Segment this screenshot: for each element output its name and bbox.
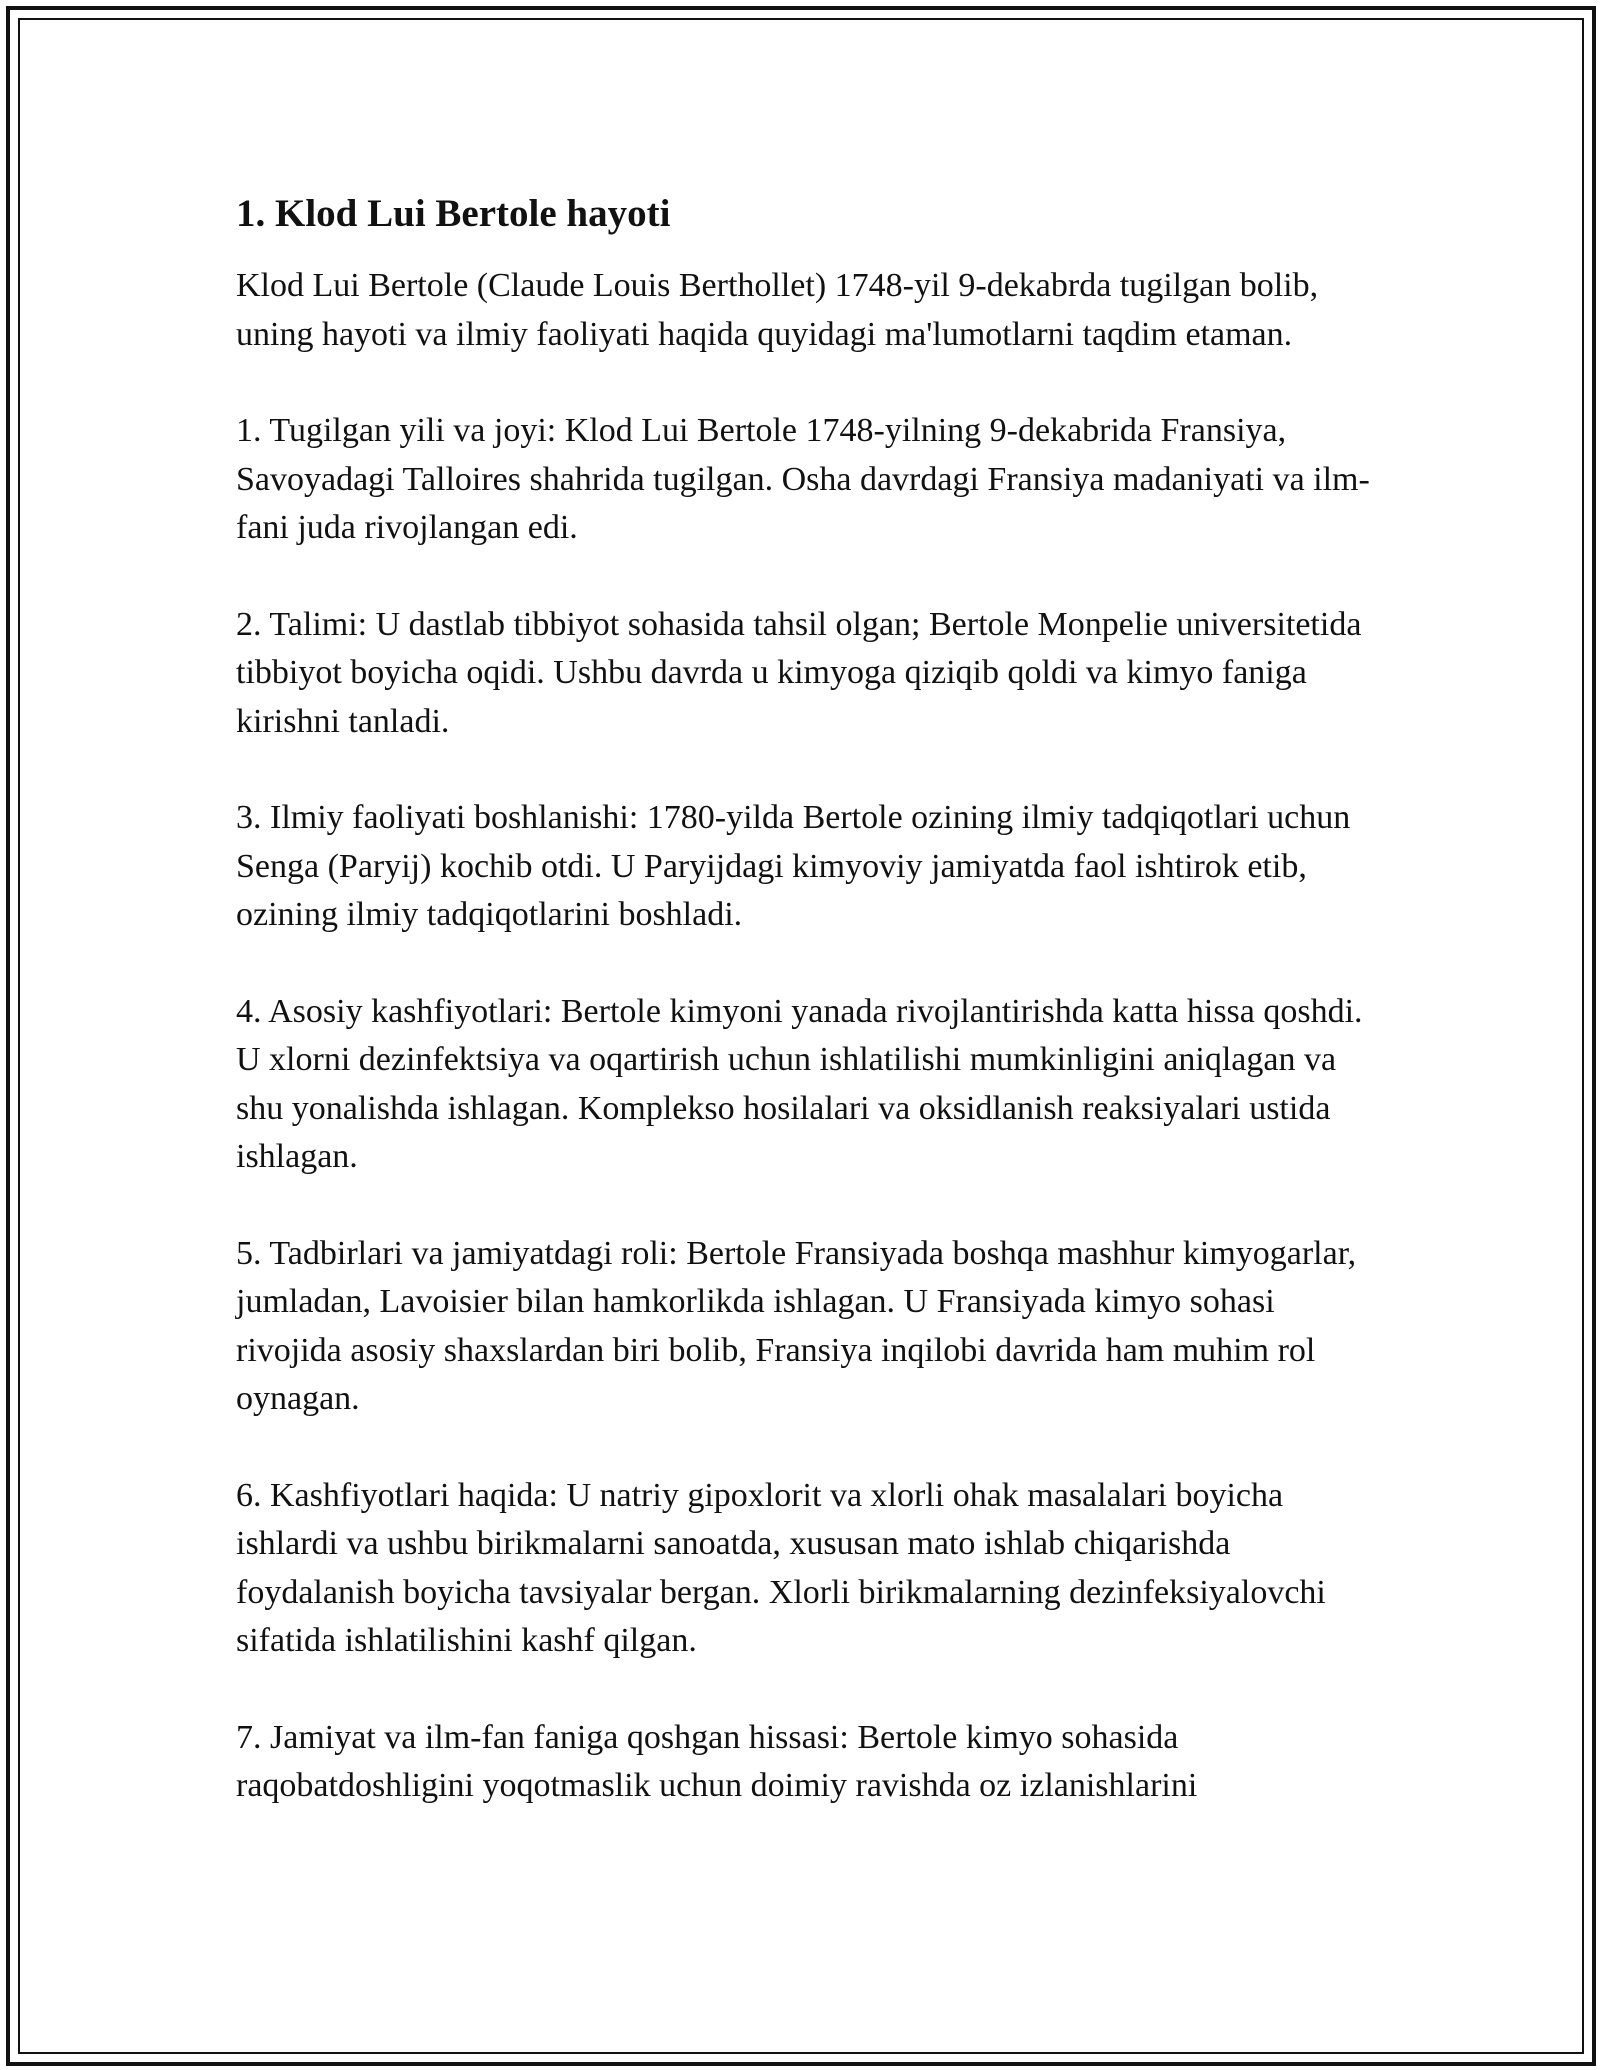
paragraph-career-start: 3. Ilmiy faoliyati boshlanishi: 1780-yilda Bertole ozining ilmiy tadqiqotlari uchun Senga (Paryij) kochib otdi. U Paryijdagi kimyoviy jamiyatda faol ishtirok etib, ozining ilmiy tadqiqotlarini boshladi.: [236, 799, 1351, 933]
document-title: 1. Klod Lui Bertole hayoti: [236, 192, 671, 235]
paragraph-intro: Klod Lui Bertole (Claude Louis Berthollet) 1748-yil 9-dekabrda tugilgan bolib, uning hayoti va ilmiy faoliyati haqida quyidagi ma'lumotlarni taqdim etaman.: [236, 267, 1319, 353]
paragraph-birth: 1. Tugilgan yili va joyi: Klod Lui Bertole 1748-yilning 9-dekabrida Fransiya, Savoyadagi Talloires shahrida tugilgan. Osha davrdagi Fransiya madaniyati va ilm-fani juda rivojlangan edi.: [236, 412, 1370, 546]
paragraph-education: 2. Talimi: U dastlab tibbiyot sohasida tahsil olgan; Bertole Monpelie universitetida tibbiyot boyicha oqidi. Ushbu davrda u kimyoga qiziqib qoldi va kimyo faniga kirishni tanladi.: [236, 605, 1362, 740]
document-body: [236, 188, 1376, 1859]
paragraph-discovery-details: 6. Kashfiyotlari haqida: U natriy gipoxlorit va xlorli ohak masalalari boyicha ishlardi va ushbu birikmalarni sanoatda, xususan mato ishlab chiqarishda foydalanish boyicha tavsiyalar bergan. Xlorli birikmalarning dezinfeksiyalovchi sifatida ishlatilishini kashf qilgan.: [236, 1476, 1326, 1659]
paragraph-society-role: 5. Tadbirlari va jamiyatdagi roli: Bertole Fransiyada boshqa mashhur kimyogarlar, jumladan, Lavoisier bilan hamkorlikda ishlagan. U Fransiyada kimyo sohasi rivojida asosiy shaxslardan biri bolib, Fransiya inqilobi davrida ham muhim rol oynagan.: [236, 1234, 1357, 1417]
paragraph-contribution: 7. Jamiyat va ilm-fan faniga qoshgan hissasi: Bertole kimyo sohasida raqobatdoshligini yoqotmaslik uchun doimiy ravishda oz izlanishlarini: [236, 1718, 1198, 1804]
paragraph-discoveries: 4. Asosiy kashfiyotlari: Bertole kimyoni yanada rivojlantirishda katta hissa qoshdi. U xlorni dezinfektsiya va oqartirish uchun ishlatilishi mumkinligini aniqlagan va shu yonalishda ishlagan. Komplekso hosilalari va oksidlanish reaksiyalari ustida ishlagan.: [236, 992, 1363, 1175]
